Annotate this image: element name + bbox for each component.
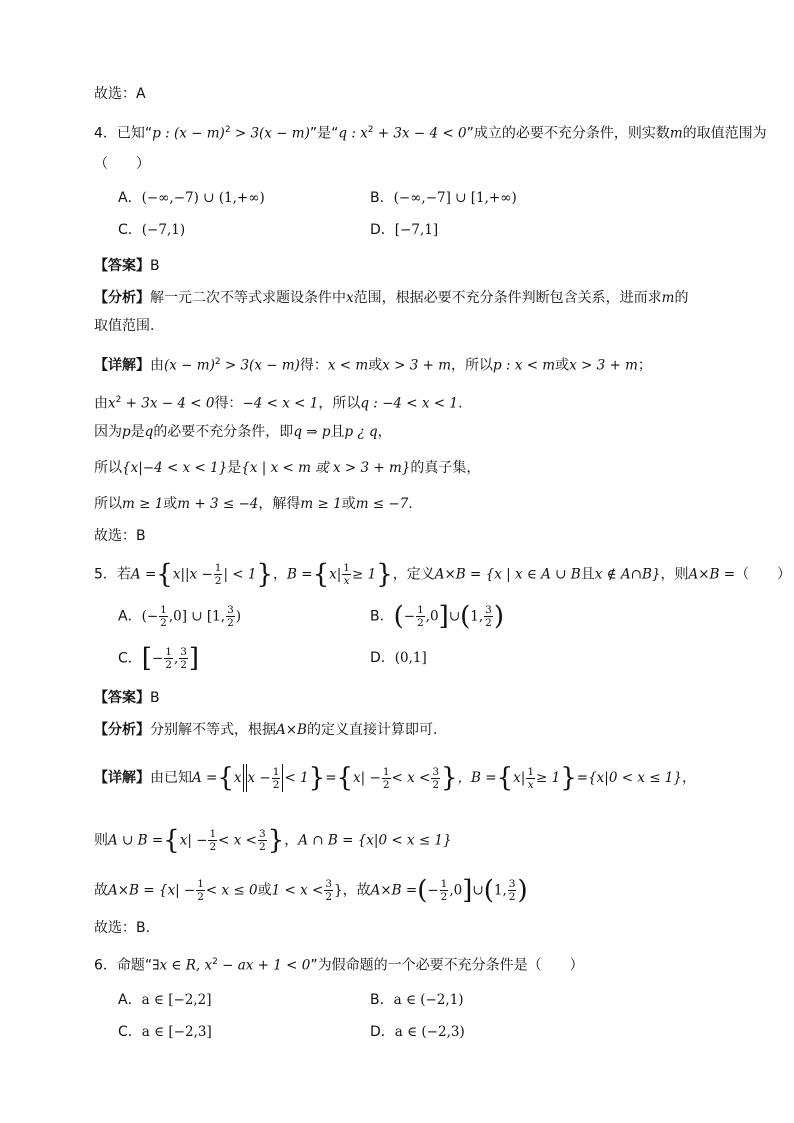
frac-num: 1: [343, 562, 350, 574]
math: m ≥ 1: [122, 496, 164, 512]
option-letter: C．: [118, 650, 142, 667]
detail-text: ，所以: [451, 357, 494, 374]
math: =: [576, 770, 589, 786]
math: A ∪ B =: [108, 832, 164, 849]
math-p: p : (x − m): [152, 125, 225, 142]
detail-text: 或: [341, 496, 356, 512]
detail-text: 的真子集，: [410, 460, 481, 476]
q4-detail-2: 由$x^2 + 3x - 4 < 0$得：−4 < x < 1，所以q : −4 < x < 1.: [94, 395, 463, 412]
q4-option-a[interactable]: [118, 188, 265, 208]
detail-text: 所以: [94, 496, 122, 512]
q4-choose: [94, 526, 146, 546]
math-q: q : x: [338, 125, 368, 142]
q6-option-b[interactable]: [370, 990, 464, 1010]
frac-num: 3: [259, 828, 266, 840]
math-q2: + 3x − 4 < 0: [373, 125, 467, 142]
math: + 3x − 4 < 0: [121, 395, 215, 412]
analysis-text: 的定义直接计算即可.: [306, 722, 438, 738]
math: }: [334, 882, 343, 899]
option-text: ∪: [448, 608, 461, 625]
option-letter: D．: [370, 1024, 395, 1040]
detail-text: 因为: [94, 424, 122, 440]
frac-den: 2: [432, 778, 440, 791]
math: x: [233, 770, 242, 786]
answer-tag: 【答案】: [94, 690, 150, 706]
math: 1,: [493, 882, 507, 899]
frac-num: 3: [508, 878, 516, 890]
math: < x ≤ 0: [205, 882, 258, 899]
frac-den: 2: [165, 659, 172, 671]
q5-choose: [94, 918, 150, 938]
math: A×B: [276, 722, 307, 738]
detail-text: 的必要不充分条件，即: [153, 424, 294, 440]
option-letter: C．: [118, 1024, 142, 1040]
frac-num: 3: [325, 878, 333, 890]
math: x ∉ A∩B}: [594, 566, 661, 583]
choose-text: 故选：A: [94, 86, 146, 102]
math: A ∩ B = {x|0 < x ≤ 1}: [298, 832, 452, 849]
option-text: a ∈ (−2,1): [393, 992, 464, 1008]
math: x: [108, 395, 116, 412]
math: q: [144, 424, 154, 440]
stem-text: 已知“: [116, 125, 153, 142]
frac-num: 3: [485, 604, 492, 616]
option-letter: D．: [370, 222, 395, 238]
math: A×B =: [370, 882, 418, 899]
question-number: 6．: [94, 957, 117, 974]
frac-den: 2: [485, 617, 492, 629]
analysis-tag: 【分析】: [94, 722, 150, 738]
q4-detail-5: [94, 494, 413, 514]
option-text: ): [235, 608, 242, 625]
frac-num: 3: [180, 646, 187, 658]
frac-num: 1: [214, 562, 222, 574]
detail-text: 或: [555, 357, 570, 374]
frac-den: 2: [214, 575, 222, 587]
detail-text: ，解得: [258, 496, 301, 512]
math-m: m: [669, 125, 683, 142]
answer-value: B: [150, 258, 160, 274]
math: 1 < x <: [271, 882, 324, 899]
frac-den: 2: [272, 778, 280, 791]
frac-num: 1: [417, 604, 424, 616]
detail-text: 或: [368, 357, 383, 374]
frac-num: 1: [197, 878, 204, 890]
option-text: a ∈ (−2,3): [394, 1024, 465, 1040]
stem-text: ，: [273, 566, 288, 583]
option-text: ,: [173, 650, 179, 667]
detail-tag: 【详解】: [94, 770, 150, 786]
math: (x − m): [164, 357, 215, 374]
math: q : −4 < x < 1: [360, 395, 459, 412]
stem-text: 命题“: [116, 957, 153, 974]
frac-num: 3: [432, 765, 440, 778]
detail-text: 或: [163, 496, 178, 512]
math: > 3(x − m): [220, 357, 300, 374]
stem-text: 若: [116, 566, 131, 583]
q5-option-c[interactable]: C．[− $\frac{1}{2}$ , $\frac{3}{2}$ ]: [118, 643, 200, 674]
analysis-text: 取值范围.: [94, 318, 155, 334]
q5-detail-3: 故A×B = {x| − $\frac{1}{2}$ < x ≤ 0或1 < x < $\frac{3}{2}$ }，故A×B =(− $\frac{1}{2}$ ,0]∪(1, $\frac{3}{2}$ ): [94, 875, 528, 906]
math: −4 < x < 1: [242, 395, 319, 412]
choose-text: 故选：B: [94, 528, 146, 544]
detail-text: 由: [150, 357, 164, 374]
q6-stem: 6．命题“∃x ∈ R, $x^2$ − ax + 1 < 0”为假命题的一个必要不充分条件是（ ）: [94, 957, 584, 974]
math: ，B =: [457, 770, 497, 786]
answer-value: B: [150, 690, 160, 706]
math: < x <: [391, 770, 431, 786]
detail-text: ，所以: [318, 395, 361, 412]
detail-text: 是: [227, 460, 242, 476]
option-text: (−∞,−7) ∪ (1,+∞): [141, 190, 265, 206]
q5-option-d[interactable]: [370, 648, 427, 668]
frac-den: 2: [440, 891, 448, 903]
stem-text: ，则: [660, 566, 689, 583]
option-text: (−: [141, 608, 159, 625]
frac-num: 1: [382, 765, 390, 778]
analysis-text: 的: [674, 290, 689, 306]
q5-option-b[interactable]: B．(− $\frac{1}{2}$ ,0]∪(1, $\frac{3}{2}$ ): [370, 601, 505, 632]
answer-paren: （ ）: [735, 566, 792, 583]
detail-text: ；: [637, 357, 652, 374]
math: A×B = {x| −: [108, 882, 196, 899]
q5-option-a[interactable]: [118, 604, 241, 629]
option-letter: B．: [370, 190, 394, 206]
option-text: a ∈ [−2,3]: [141, 1024, 212, 1040]
math: m + 3 ≤ −4: [177, 496, 259, 512]
q6-option-d[interactable]: [370, 1022, 465, 1042]
q3-choose: [94, 84, 146, 104]
option-text: 1,: [470, 608, 484, 625]
math: q ⇒ p: [293, 424, 331, 440]
option-text: (−7,1): [141, 222, 186, 238]
detail-text: ，: [377, 424, 392, 440]
frac-num: 1: [440, 878, 448, 890]
frac-num: 1: [527, 765, 534, 778]
math: − ax + 1 < 0: [217, 957, 311, 974]
q4-detail-3: [94, 422, 392, 442]
q4-detail-1: 【详解】由$(x - m)^2 > 3(x - m)$得：x < m或x > 3 + m，所以p : x < m或x > 3 + m；: [94, 357, 652, 374]
frac-den: 2: [227, 617, 234, 629]
math: A =: [130, 566, 157, 583]
frac-den: x: [343, 575, 350, 587]
frac-num: 1: [160, 604, 167, 616]
math: | < 1: [223, 566, 257, 583]
math: m ≤ −7: [355, 496, 409, 512]
q4-analysis-cont: [94, 316, 154, 336]
frac-den: x: [527, 778, 534, 791]
math: A×B =: [688, 566, 736, 583]
math: < 1: [284, 770, 309, 786]
math: m ≥ 1: [300, 496, 342, 512]
detail-text: 则: [94, 832, 108, 849]
stem-text: ”成立的必要不充分条件，则实数: [466, 125, 670, 142]
q4-option-b[interactable]: [370, 188, 517, 208]
stem-text: 的取值范围为: [682, 125, 767, 142]
math: x < m: [327, 357, 369, 374]
q4-analysis: [94, 288, 688, 308]
q5-stem: 5．若A ={x||x − $\frac{1}{2}$ | < 1}，B ={x| $\frac{1}{x}$ ≥ 1}，定义A×B = {x | x ∈ A ∪ B且x ∉ A∩B}，则A×B =（ ）: [94, 559, 792, 590]
detail-text: 所以: [94, 460, 122, 476]
q5-analysis: [94, 720, 437, 740]
math: A×B = {x | x ∈ A ∪ B: [434, 566, 581, 583]
math: {x|0 < x ≤ 1}: [588, 770, 682, 786]
math: p ¿ q: [344, 424, 378, 440]
q4-stem: 4．已知“p : $(x - m)^2 > 3(x - m)$”是“q : $x^2 + 3x - 4 < 0$”成立的必要不充分条件，则实数m的取值范围为: [94, 125, 767, 142]
detail-text: 由已知: [150, 770, 192, 786]
q4-option-d[interactable]: [370, 220, 438, 240]
math: =: [325, 770, 337, 786]
analysis-tag: 【分析】: [94, 290, 150, 306]
q6-option-a[interactable]: [118, 990, 212, 1010]
answer-paren: （ ）: [94, 156, 150, 172]
math: A =: [192, 770, 218, 786]
frac-den: 2: [197, 891, 204, 903]
stem-text: ”为假命题的一个必要不充分条件是（ ）: [310, 957, 584, 974]
detail-text: 是: [130, 424, 145, 440]
detail-text: ，故: [342, 882, 371, 899]
math: x|: [329, 566, 342, 583]
detail-text: 故: [94, 882, 108, 899]
option-text: [−7,1]: [394, 222, 439, 238]
math-m: m: [661, 290, 675, 306]
detail-text: ，: [284, 832, 299, 849]
math: ∃x ∈ R, x: [152, 957, 213, 974]
math: ,0: [449, 882, 463, 899]
stem-text: ，定义: [392, 566, 435, 583]
frac-den: 2: [417, 617, 424, 629]
frac-den: 2: [160, 617, 167, 629]
option-letter: B．: [370, 992, 394, 1008]
math: x| −: [353, 770, 381, 786]
analysis-text: 范围，根据必要不充分条件判断包含关系，进而求: [353, 290, 662, 306]
math: {x | x < m 或 x > 3 + m}: [241, 460, 411, 476]
q4-answer: [94, 256, 160, 276]
math: x > 3 + m: [382, 357, 452, 374]
q4-paren: [94, 154, 150, 174]
math: p : x < m: [493, 357, 556, 374]
stem-text: 且: [580, 566, 595, 583]
math: ≥ 1: [351, 566, 377, 583]
option-letter: C．: [118, 222, 142, 238]
q6-option-c[interactable]: [118, 1022, 212, 1042]
option-letter: B．: [370, 608, 394, 625]
detail-text: 且: [330, 424, 345, 440]
detail-text: 得：: [299, 357, 328, 374]
option-text: a ∈ [−2,2]: [141, 992, 212, 1008]
stem-text: ”是“: [309, 125, 339, 142]
math: x > 3 + m: [569, 357, 638, 374]
math: x −: [247, 770, 271, 786]
frac-den: 2: [325, 891, 333, 903]
math-p2: > 3(x − m): [230, 125, 310, 142]
math: B =: [287, 566, 313, 583]
option-text: ,0: [425, 608, 439, 625]
detail-text: 或: [257, 882, 272, 899]
detail-text: 由: [94, 395, 108, 412]
frac-num: 1: [209, 828, 217, 840]
option-text: (−∞,−7] ∪ [1,+∞): [393, 190, 517, 206]
detail-text: .: [408, 496, 413, 512]
frac-num: 3: [227, 604, 234, 616]
option-letter: D．: [370, 650, 395, 666]
option-text: ,0] ∪ [1,: [168, 608, 226, 625]
analysis-text: 解一元二次不等式求题设条件中: [150, 290, 346, 306]
detail-tag: 【详解】: [94, 357, 150, 374]
detail-text: 得：: [214, 395, 243, 412]
math: p: [122, 424, 131, 440]
option-letter: A．: [118, 190, 142, 206]
analysis-text: 分别解不等式，根据: [150, 722, 276, 738]
option-letter: A．: [118, 608, 142, 625]
detail-text: ，: [681, 770, 696, 786]
option-letter: A．: [118, 992, 142, 1008]
frac-den: 2: [259, 841, 266, 853]
math: {x|−4 < x < 1}: [122, 460, 228, 476]
math: < x <: [218, 832, 257, 849]
q4-option-c[interactable]: [118, 220, 185, 240]
detail-text: .: [458, 395, 463, 412]
question-number: 4．: [94, 125, 117, 142]
math: ≥ 1: [536, 770, 561, 786]
frac-num: 1: [165, 646, 172, 658]
q5-detail-2: 则A ∪ B ={x| − $\frac{1}{2}$ < x < $\frac{3}{2}$ }，A ∩ B = {x|0 < x ≤ 1}: [94, 825, 452, 856]
q5-detail-1: 【详解】由已知A ={x x − $\frac{1}{2}$ < 1}={x| − $\frac{1}{2}$ < x < $\frac{3}{2}$ }，B ={x| $\frac{1}{x}$ ≥ 1}={x|0 < x ≤ 1}，: [94, 763, 696, 793]
frac-den: 2: [382, 778, 390, 791]
frac-den: 2: [209, 841, 217, 853]
math: x|: [513, 770, 526, 786]
math: x| −: [179, 832, 208, 849]
math: ∪: [472, 882, 484, 899]
q5-answer: [94, 688, 160, 708]
option-text: (0,1]: [394, 650, 427, 666]
choose-text: 故选：B.: [94, 920, 151, 936]
frac-den: 2: [180, 659, 187, 671]
math-x: x: [346, 290, 354, 306]
frac-num: 1: [272, 765, 280, 778]
question-number: 5．: [94, 566, 117, 583]
math: x||x −: [172, 566, 213, 583]
q4-detail-4: [94, 458, 480, 478]
frac-den: 2: [508, 891, 516, 903]
answer-tag: 【答案】: [94, 258, 150, 274]
